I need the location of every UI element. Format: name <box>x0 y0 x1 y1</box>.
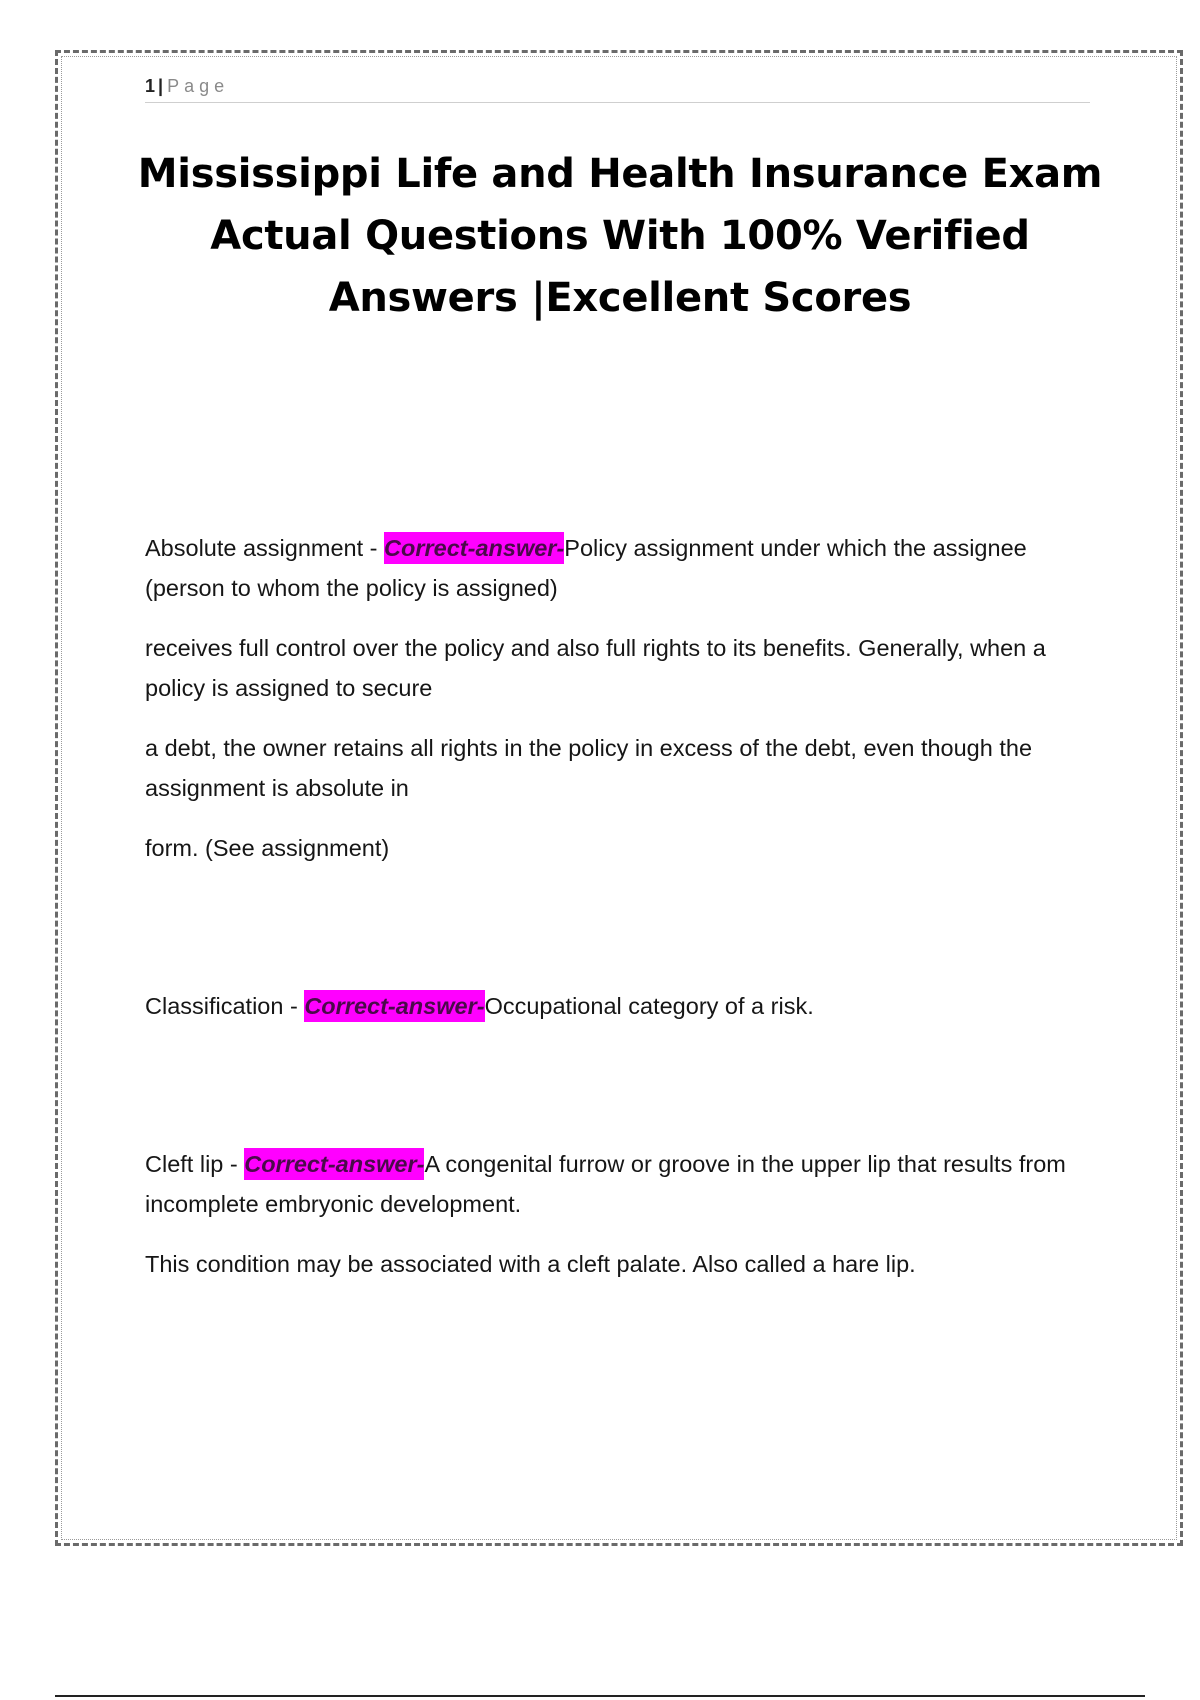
entry-absolute-assignment <box>145 528 1105 868</box>
entry-definition: Policy assignment under which the assignee (person to whom the policy is assigned) <box>145 535 1027 601</box>
entry-term: Absolute assignment - <box>145 535 385 561</box>
page-number: 1 <box>145 76 156 96</box>
entry-paragraph <box>145 528 1105 608</box>
entry-term: Cleft lip - <box>145 1151 245 1177</box>
entries-list <box>145 528 1105 1304</box>
entry-continuation: receives full control over the policy and also full rights to its benefits. Generally, when a policy is assigned to secure <box>145 635 1046 701</box>
entry-continuation: This condition may be associated with a cleft palate. Also called a hare lip. <box>145 1251 916 1277</box>
entry-classification <box>145 986 1105 1026</box>
document-title: Mississippi Life and Health Insurance Exam Actual Questions With 100% Verified Answers |Excellent Scores <box>137 151 1103 321</box>
footer-rule <box>55 1695 1145 1697</box>
entry-continuation: form. (See assignment) <box>145 835 390 861</box>
correct-answer-tag: Correct-answer- <box>384 532 564 564</box>
page-label: Page <box>167 76 230 96</box>
correct-answer-tag: Correct-answer- <box>244 1148 424 1180</box>
entry-definition: A congenital furrow or groove in the upper lip that results from incomplete embryonic development. <box>145 1151 1066 1217</box>
entry-cleft-lip <box>145 1144 1105 1284</box>
page-header <box>145 74 1090 103</box>
entry-paragraph <box>145 1144 1105 1224</box>
entry-paragraph <box>145 986 1105 1026</box>
entry-term: Classification - <box>145 993 305 1019</box>
entry-continuation: a debt, the owner retains all rights in the policy in excess of the debt, even though the assignment is absolute in <box>145 735 1033 801</box>
correct-answer-tag: Correct-answer- <box>304 990 484 1022</box>
page-separator: | <box>158 76 164 96</box>
entry-definition: Occupational category of a risk. <box>484 993 814 1019</box>
